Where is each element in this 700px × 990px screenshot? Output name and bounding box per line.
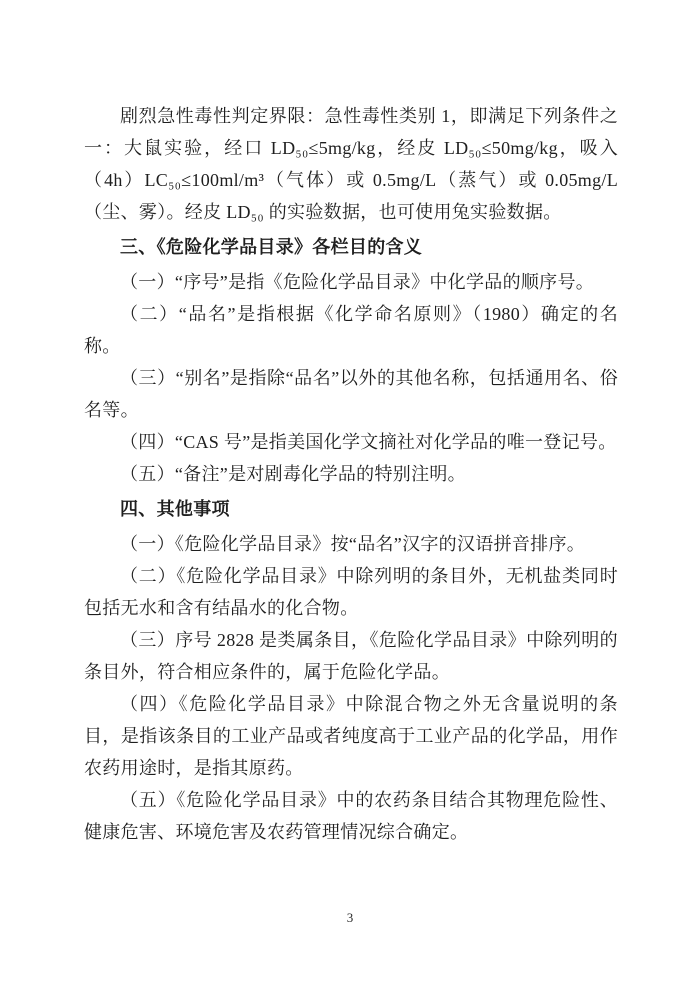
intro-acute-toxicity-paragraph: 剧烈急性毒性判定界限：急性毒性类别 1，即满足下列条件之一：大鼠实验，经口 LD₅₀≤5mg/kg，经皮 LD₅₀≤50mg/kg，吸入（4h）LC₅₀≤100ml/m³（气体）或 0.5mg/L（蒸气）或 0.05mg/L（尘、雾）。经皮 LD₅₀ 的实验数据，也可使用兔实验数据。 <box>84 106 618 222</box>
document-body <box>84 100 618 848</box>
item-pesticide-entries: （五）《危险化学品目录》中的农药条目结合其物理危险性、健康危害、环境危害及农药管理情况综合确定。 <box>84 790 618 842</box>
item-entry-2828: （三）序号 2828 是类属条目，《危险化学品目录》中除列明的条目外，符合相应条件的，属于危险化学品。 <box>84 630 618 682</box>
item-pinyin-ordering: （一）《危险化学品目录》按“品名”汉字的汉语拼音排序。 <box>120 534 586 554</box>
item-inorganic-salts: （二）《危险化学品目录》中除列明的条目外，无机盐类同时包括无水和含有结晶水的化合物。 <box>84 566 618 618</box>
item-content-purity: （四）《危险化学品目录》中除混合物之外无含量说明的条目，是指该条目的工业产品或者纯度高于工业产品的化学品，用作农药用途时，是指其原药。 <box>84 694 618 778</box>
page-number: 3 <box>346 910 354 925</box>
section-heading-column-meanings: 三、《危险化学品目录》各栏目的含义 <box>120 237 423 257</box>
item-cas-number-definition: （四）“CAS 号”是指美国化学文摘社对化学品的唯一登记号。 <box>120 432 617 452</box>
item-alias-definition: （三）“别名”是指除“品名”以外的其他名称，包括通用名、俗名等。 <box>84 368 618 420</box>
item-remarks-definition: （五）“备注”是对剧毒化学品的特别注明。 <box>120 464 466 484</box>
section-heading-other-matters: 四、其他事项 <box>120 499 230 519</box>
item-serial-number-definition: （一）“序号”是指《危险化学品目录》中化学品的顺序号。 <box>120 272 595 292</box>
item-product-name-definition: （二）“品名”是指根据《化学命名原则》（1980）确定的名称。 <box>84 304 618 356</box>
